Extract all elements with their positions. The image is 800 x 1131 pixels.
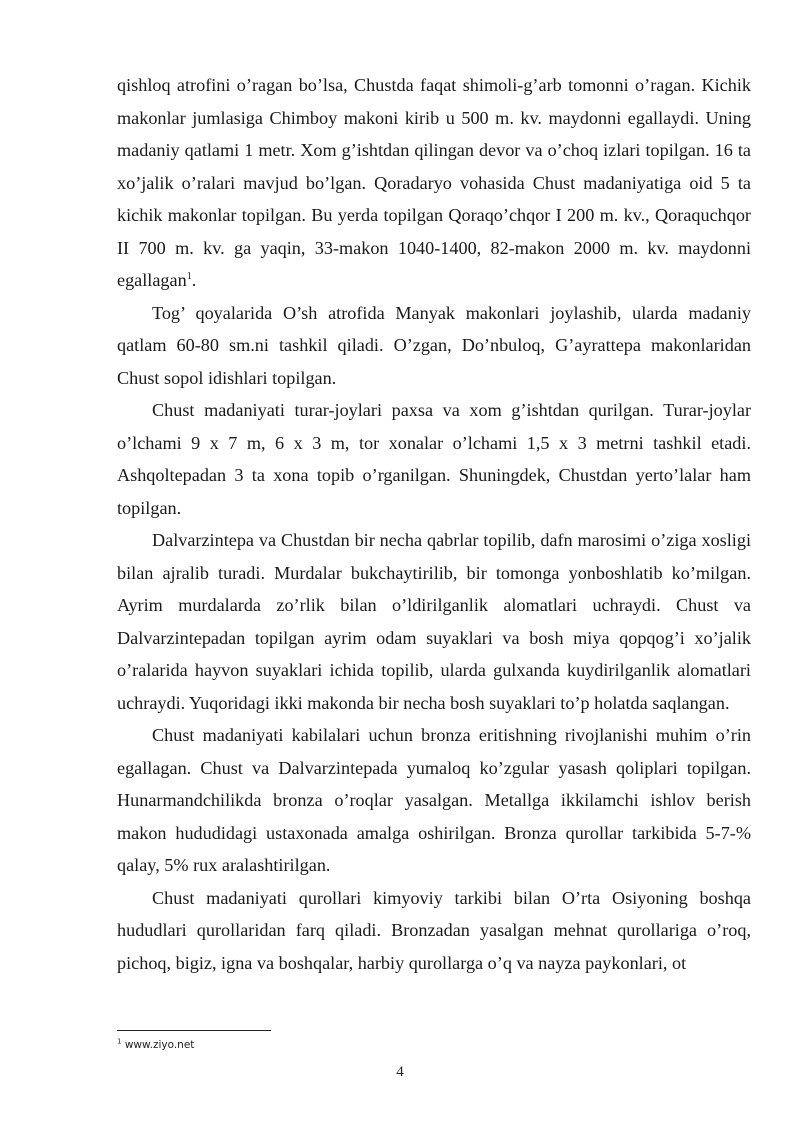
page-number: 4 [396,1064,404,1080]
footnote-mark: 1 [117,1037,122,1046]
paragraph-5: Chust madaniyati kabilalari uchun bronza eritishning rivojlanishi muhim o’rin egallagan. Chust va Dalvarzintepada yumaloq ko’zgular yasash qoliplari topilgan. Hunarmandchilikda bronza o’roqlar yasalgan. Metallga ikkilamchi ishlov berish makon hududidagi ustaxonada amalga oshirilgan. Bronza qurollar tarkibida 5-7-% qalay, 5% rux aralashtirilgan. [117,725,751,875]
footnote-reference[interactable]: 1 [186,270,192,282]
footnote-separator [117,1030,271,1031]
paragraph-4: Dalvarzintepa va Chustdan bir necha qabrlar topilib, dafn marosimi o’ziga xosligi bilan ajralib turadi. Murdalar bukchaytirilib, bir tomonga yonboshlatib ko’milgan. Ayrim murdalarda zo’rlik bilan o’ldirilganlik alomatlari uchraydi. Chust va Dalvarzintepadan topilgan ayrim odam suyaklari va bosh miya qopqog’i xo’jalik o’ralarida hayvon suyaklari ichida topilib, ularda gulxanda kuydirilganlik alomatlari uchraydi. Yuqoridagi ikki makonda bir necha bosh suyaklari to’p holatda saqlangan. [117,530,751,713]
footnote [117,1038,194,1052]
paragraph-1 [117,69,751,297]
footnote-text[interactable]: www.ziyo.net [124,1039,195,1051]
paragraph-1-text: qishloq atrofini o’ragan bo’lsa, Chustda faqat shimoli-g’arb tomonni o’ragan. Kichik makonlar jumlasiga Chimboy makoni kirib u 500 m. kv. maydonni egallaydi. Uning madaniy qatlami 1 metr. Xom g’ishtdan qilingan devor va o’choq izlari topilgan. 16 ta xo’jalik o’ralari mavjud bo’lgan. Qoradaryo vohasida Chust madaniyatiga oid 5 ta kichik makonlar topilgan. Bu yerda topilgan Qoraqo’chqor I 200 m. kv., Qoraquchqor II 700 m. kv. ga yaqin, 33-makon 1040-1400, 82-makon 2000 m. kv. maydonni egallagan [117,75,751,290]
paragraph-6: Chust madaniyati qurollari kimyoviy tarkibi bilan O’rta Osiyoning boshqa hududlari qurollaridan farq qiladi. Bronzadan yasalgan mehnat qurollariga o’roq, pichoq, bigiz, igna va boshqalar, harbiy qurollarga o’q va nayza paykonlari, ot [117,887,751,973]
paragraph-3: Chust madaniyati turar-joylari paxsa va xom g’ishtdan qurilgan. Turar-joylar o’lchami 9 x 7 m, 6 x 3 m, tor xonalar o’lchami 1,5 x 3 metrni tashkil etadi. Ashqoltepadan 3 ta xona topib o’rganilgan. Shuningdek, Chustdan yerto’lalar ham topilgan. [117,400,751,518]
paragraph-2: Tog’ qoyalarida O’sh atrofida Manyak makonlari joylashib, ularda madaniy qatlam 60-80 sm.ni tashkil qiladi. O’zgan, Do’nbuloq, G’ayrattepa makonlaridan Chust sopol idishlari topilgan. [117,302,751,388]
paragraph-1-end: . [191,270,197,290]
body-text [117,69,751,979]
